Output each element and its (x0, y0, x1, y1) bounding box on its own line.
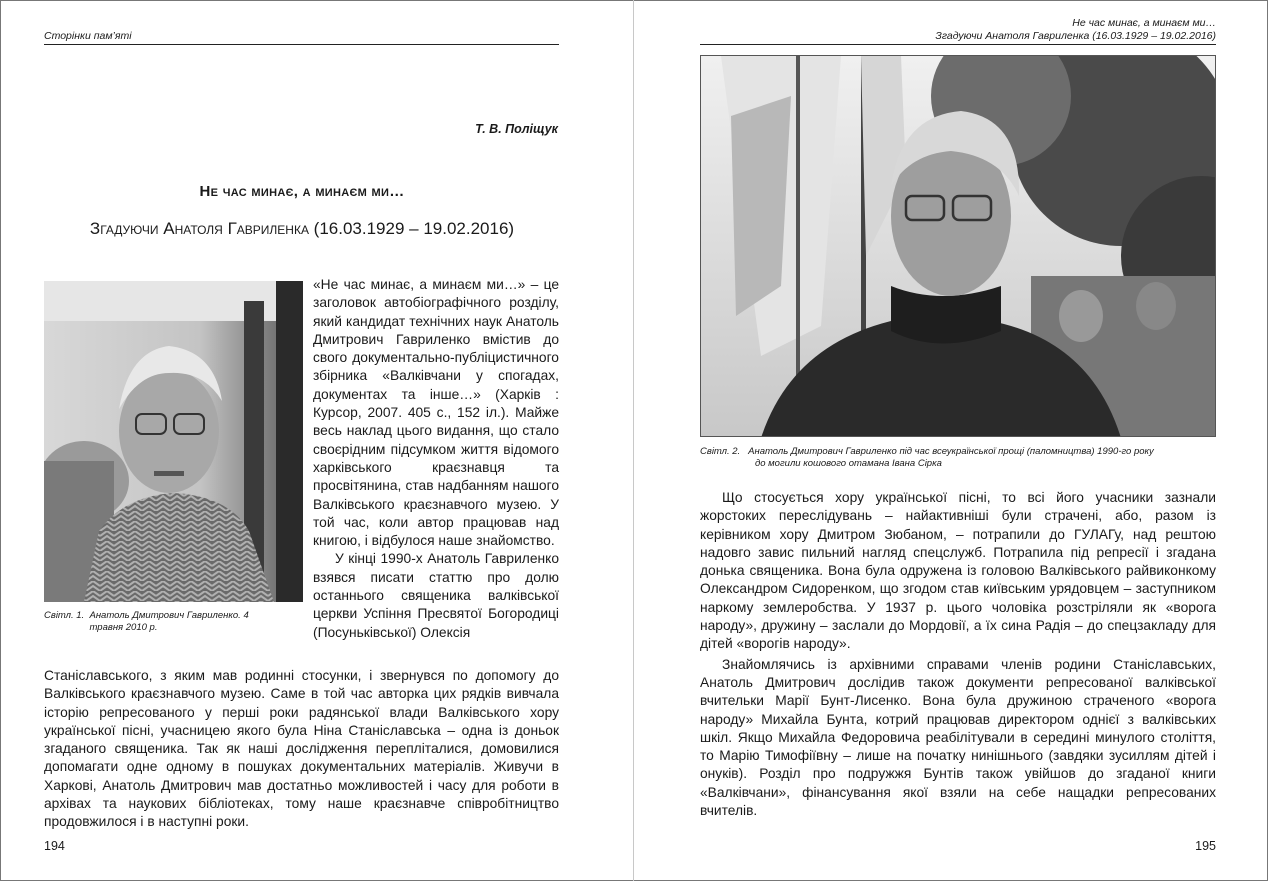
left-running-head: Сторінки пам’яті (44, 30, 132, 42)
text-full-width-left (44, 667, 559, 832)
caption-2-line2: до могили кошового отамана Івана Сірка (755, 458, 942, 469)
article-subtitle: Згадуючи Анатоля Гавриленка (16.03.1929 – 19.02.2016) (89, 219, 515, 238)
article-author: Т. В. Поліщук (475, 122, 558, 136)
photo-caption-2: Світл. 2. Анатоль Дмитрович Гавриленко під час всеукраїнської прощі (паломництва) 1990-го року до могили кошового отамана Івана Сірка (700, 446, 1216, 470)
pilgrimage-photo-image (701, 56, 1216, 437)
text-right-page (700, 489, 1216, 820)
paragraph-second-continued: Станіславського, з яким мав родинні стосунки, і звернувся по допомогу до Валківського краєзнавчого музею. Саме в той час авторка цих рядків вивчала історію репресованого у перші роки радянської влади Валківського хору української пісні, учасницею якого була Ніна Станіславська – одна із доньок згаданого священика. Так як наші дослідження перепліталися, домовилися допомагати одне одному в пошуках документальних матеріалів. Живучи в Харкові, Анатоль Дмитрович мав достатньо можливостей і часу для роботи в архівах та наукових бібліотеках, тому наше краєзнавче співробітництво продовжилося і в наступні роки. (44, 668, 559, 830)
paragraph-choir: Що стосується хору української пісні, то всі його учасники зазнали жорстоких переслідувань – найактивніші були страчені, або, разом із керівником хору Дмитром Зюбаном, – потрапили до ГУЛАГу, над рештою надовго завис пильний нагляд спецслужб. Потрапила під репресії і згадана донька священика. Вона була одружена із головою Валківського райвиконкому Олександром Сидоренком, що згодом став київським урядовцем – заступником наркому землеробства. У 1937 р. цього чоловіка розстріляли як «ворога народу», дружину – заслали до Мордовії, а їх сина Радія – до спецзакладу для дітей «ворогів народу». (700, 490, 1216, 652)
paragraph-intro: «Не час минає, а минаєм ми…» – це заголовок автобіографічного розділу, який кандидат технічних наук Анатоль Дмитрович Гавриленко вмістив до свого документально-публіцистичного збірника «Валківчани у спогадах, документах та інше…» (Харків : Курсор, 2007. 405 с., 152 іл.). Майже весь наклад цього видання, що стало своєрідним підсумком життя відомого харківського краєзнавця та просвітянина, став надбанням нашого Валківського краєзнавчого музею. У той час, коли автор працював над книгою, і відбулося наше знайомство. (313, 277, 559, 549)
photo-portrait-2010 (44, 281, 303, 602)
photo-pilgrimage-1990 (700, 55, 1216, 437)
right-running-head: Не час минає, а минаєм ми… Згадуючи Анатоля Гавриленка (16.03.1929 – 19.02.2016) (935, 17, 1216, 42)
page-number-right: 195 (1195, 839, 1216, 853)
caption-1-text: Анатоль Дмитрович Гавриленко. 4 травня 2010 р. (89, 610, 249, 633)
photo-caption-1: Світл. 1. Анатоль Дмитрович Гавриленко. 4 травня 2010 р. (44, 610, 294, 634)
spine-divider (633, 0, 634, 881)
text-column-narrow (313, 276, 559, 642)
portrait-photo-image (44, 281, 303, 602)
page-number-left: 194 (44, 839, 65, 853)
left-header-rule (44, 44, 559, 45)
paragraph-second-start: У кінці 1990-х Анатоль Гавриленко взявся писати статтю про долю останнього священика валківської церкви Успіння Пресвятої Богородиці (Посуньківської) Олексія (313, 551, 559, 640)
article-title: Не час минає, а минаєм ми… (199, 183, 405, 200)
right-header-rule (700, 44, 1216, 45)
caption-2-line1: Анатоль Дмитрович Гавриленко під час всеукраїнської прощі (паломництва) 1990-го року (748, 446, 1154, 457)
paragraph-bunt: Знайомлячись із архівними справами членів родини Станіславських, Анатоль Дмитрович дослідив також документи репресованої валківської вчительки Марії Бунт-Лисенко. Вона була дружиною страченого «ворога народу» Михайла Бунта, котрий працював директором однієї з валківських шкіл. Якщо Михайла Федоровича реабілітували в середині минулого століття, то Марію Тимофіївну – лише на початку нинішнього (завдяки зусиллям дітей і онуків). Розділ про подружжя Бунтів також увійшов до згаданої книги «Валківчани», фінансування якої взяли на себе нащадки репресованих вчителів. (700, 656, 1216, 819)
